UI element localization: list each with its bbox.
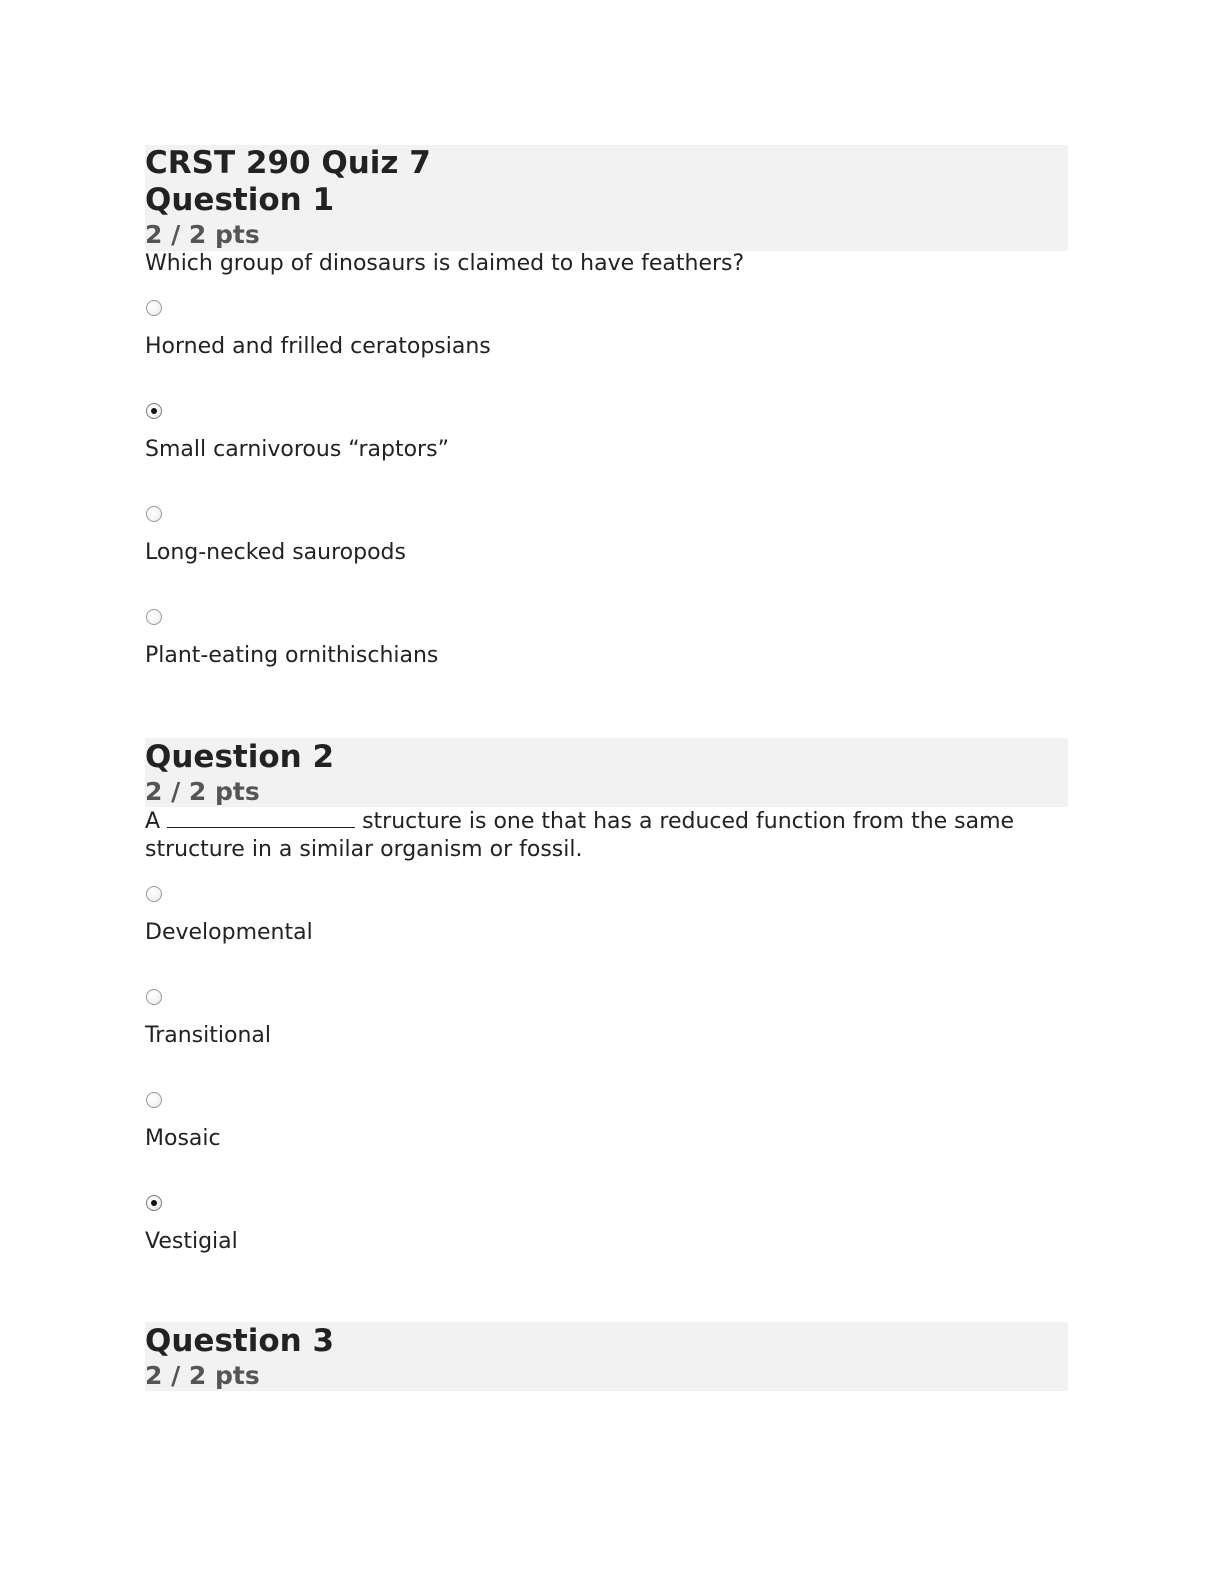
answer-label: Mosaic xyxy=(145,1126,221,1151)
answer-label: Transitional xyxy=(145,1023,271,1048)
radio-button-selected[interactable] xyxy=(146,1195,162,1211)
question-title: Question 3 xyxy=(145,1323,335,1359)
radio-button[interactable] xyxy=(146,1092,162,1108)
question-1-header xyxy=(145,145,1068,251)
question-text xyxy=(145,807,1068,864)
question-3 xyxy=(145,1322,1068,1391)
answer-option[interactable] xyxy=(145,499,1068,602)
radio-button[interactable] xyxy=(146,886,162,902)
answer-list xyxy=(145,879,1068,1291)
question-2 xyxy=(145,738,1068,1291)
question-title: Question 1 xyxy=(145,182,335,218)
fill-in-blank xyxy=(167,807,355,828)
answer-option[interactable] xyxy=(145,396,1068,499)
question-text: Which group of dinosaurs is claimed to have feathers? xyxy=(145,251,745,276)
answer-list xyxy=(145,293,1068,705)
answer-label: Vestigial xyxy=(145,1229,238,1254)
question-points: 2 / 2 pts xyxy=(145,220,260,249)
radio-button[interactable] xyxy=(146,989,162,1005)
answer-option[interactable] xyxy=(145,602,1068,705)
answer-label: Developmental xyxy=(145,920,313,945)
answer-label: Small carnivorous “raptors” xyxy=(145,437,449,462)
question-3-header xyxy=(145,1322,1068,1391)
quiz-title: CRST 290 Quiz 7 xyxy=(145,145,431,181)
answer-label: Horned and frilled ceratopsians xyxy=(145,334,491,359)
answer-option[interactable] xyxy=(145,1085,1068,1188)
radio-button[interactable] xyxy=(146,300,162,316)
question-title: Question 2 xyxy=(145,739,335,775)
answer-option[interactable] xyxy=(145,293,1068,396)
answer-option[interactable] xyxy=(145,879,1068,982)
answer-option[interactable] xyxy=(145,1188,1068,1291)
question-points: 2 / 2 pts xyxy=(145,777,260,806)
answer-label: Long-necked sauropods xyxy=(145,540,406,565)
question-text-end: structure is one that has a reduced function from the same structure in a similar organism or fossil. xyxy=(145,809,1015,862)
question-points: 2 / 2 pts xyxy=(145,1361,260,1390)
radio-button[interactable] xyxy=(146,609,162,625)
question-1 xyxy=(145,145,1068,705)
radio-button-selected[interactable] xyxy=(146,403,162,419)
radio-button[interactable] xyxy=(146,506,162,522)
question-2-header xyxy=(145,738,1068,807)
answer-label: Plant-eating ornithischians xyxy=(145,643,439,668)
question-text-start: A xyxy=(145,809,161,834)
answer-option[interactable] xyxy=(145,982,1068,1085)
